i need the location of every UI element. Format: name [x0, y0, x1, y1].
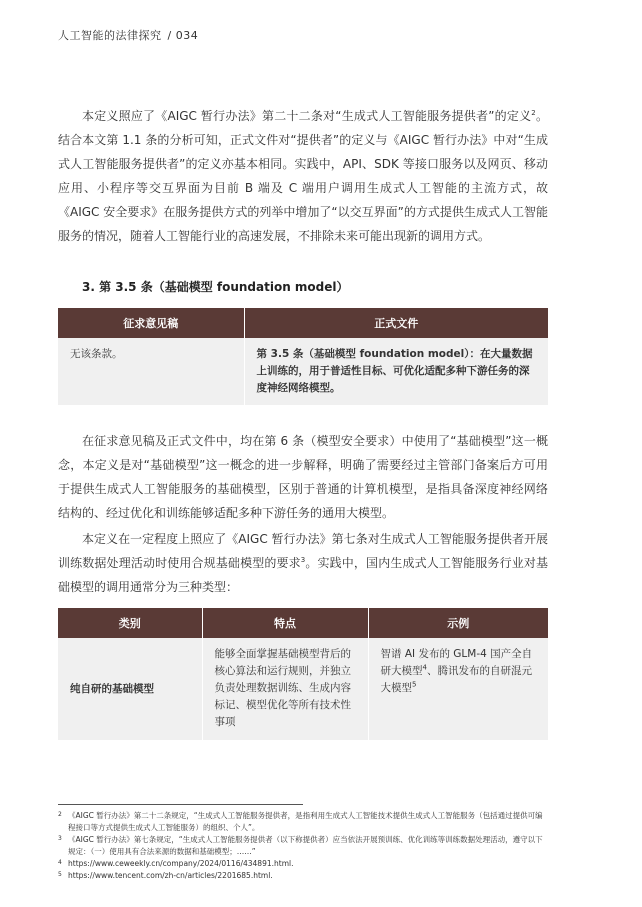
footnote-divider — [58, 804, 303, 805]
para3-text-b: 。实践中，国内生成式人工智能服务行业对基础模型的调用通常分为三种类型： — [58, 556, 548, 594]
footnote-2 — [58, 810, 550, 834]
para1-text-b: 。结合本文第 1.1 条的分析可知，正式文件对“提供者”的定义与《AIGC 暂行办法》中对“生成式人工智能服务提供者”的定义亦基本相同。实践中，API、SDK 等接口服务以及网页、移动应用、小程序等交互界面为目前 B 端及 C 端用户调用生成式人工智能的主流方式，故《AIGC 安全要求》在服务提供方式的列举中增加了“以交互界面”的方式提供生成式人工智能服务的情况，随着人工智能行业的高速发展，不排除未来可能出现新的调用方式。 — [58, 109, 548, 243]
footnote-text: 《AIGC 暂行办法》第七条规定，“生成式人工智能服务提供者（以下称提供者）应当依法开展预训练、优化训练等训练数据处理活动，遵守以下规定：（一）使用具有合法来源的数据和基础模型；……” — [68, 835, 543, 856]
footnote-4 — [58, 858, 550, 870]
footnote-ref-2[interactable]: 2 — [531, 109, 536, 117]
table-row — [58, 338, 548, 405]
header-title: 人工智能的法律探究 — [58, 29, 162, 42]
table-2-cell-feature: 能够全面掌握基础模型背后的核心算法和运行规则，并独立负责处理数据训练、生成内容标记、模型优化等所有技术性事项 — [202, 638, 368, 740]
table-1-cell-final: 第 3.5 条（基础模型 foundation model）：在大量数据上训练的，用于普适性目标、可优化适配多种下游任务的深度神经网络模型。 — [244, 338, 548, 405]
table-2-header-category: 类别 — [58, 608, 202, 638]
para1-text-a: 本定义照应了《AIGC 暂行办法》第二十二条对“生成式人工智能服务提供者”的定义 — [82, 109, 532, 123]
table-2-cell-category: 纯自研的基础模型 — [58, 638, 202, 740]
footnote-num: 2 — [58, 811, 62, 818]
example-text-b: 、腾讯发布的自研混元大模型 — [380, 665, 532, 694]
paragraph-2-text: 在征求意见稿及正式文件中，均在第 6 条（模型安全要求）中使用了“基础模型”这一概念，本定义是对“基础模型”这一概念的进一步解释，明确了需要经过主管部门备案后方可用于提供生成式人工智能服务的基础模型，区别于普通的计算机模型，是指具备深度神经网络结构的、经过优化和训练能够适配多种下游任务的通用大模型。 — [58, 434, 548, 520]
footnote-text: 《AIGC 暂行办法》第二十二条规定，“生成式人工智能服务提供者，是指利用生成式人工智能技术提供生成式人工智能服务（包括通过提供可编程接口等方式提供生成式人工智能服务）的组织、个人”。 — [68, 811, 543, 832]
footnote-link[interactable]: https://www.ceweekly.cn/company/2024/0116/434891.html. — [68, 859, 294, 868]
paragraph-1-text — [58, 104, 548, 248]
footnote-link[interactable]: https://www.tencent.com/zh-cn/articles/2201685.html. — [68, 871, 273, 880]
footnote-ref-5[interactable]: 5 — [412, 680, 417, 689]
table-2-header-example: 示例 — [368, 608, 548, 638]
footnotes — [58, 810, 550, 882]
footnote-5 — [58, 870, 550, 882]
table-1-header-draft: 征求意见稿 — [58, 308, 244, 338]
table-1-header-row — [58, 308, 548, 338]
example-text-a: 智谱 AI 发布的 GLM-4 国产全自研大模型 — [380, 648, 533, 677]
table-2-header-feature: 特点 — [202, 608, 368, 638]
table-2-cell-example — [368, 638, 548, 740]
paragraph-2 — [58, 429, 548, 525]
running-header — [58, 27, 198, 43]
table-2 — [58, 608, 548, 740]
section-3-title: 3. 第 3.5 条（基础模型 foundation model） — [82, 280, 349, 294]
footnote-ref-4[interactable]: 4 — [422, 663, 427, 672]
table-1 — [58, 308, 548, 405]
section-heading — [58, 278, 548, 295]
footnote-3 — [58, 834, 550, 858]
table-row — [58, 638, 548, 740]
table-1-cell-draft: 无该条款。 — [58, 338, 244, 405]
table-2-header-row — [58, 608, 548, 638]
footnote-num: 4 — [58, 859, 62, 866]
page-number: / 034 — [167, 29, 199, 42]
footnote-ref-3[interactable]: 3 — [300, 556, 306, 564]
paragraph-3 — [58, 527, 548, 599]
para3-text-a: 本定义在一定程度上照应了《AIGC 暂行办法》第七条对生成式人工智能服务提供者开展训练数据处理活动时使用合规基础模型的要求 — [58, 532, 548, 570]
footnote-num: 5 — [58, 871, 62, 878]
paragraph-1 — [58, 104, 548, 248]
footnote-num: 3 — [58, 835, 62, 842]
paragraph-3-text — [58, 527, 548, 599]
table-1-header-final: 正式文件 — [244, 308, 548, 338]
